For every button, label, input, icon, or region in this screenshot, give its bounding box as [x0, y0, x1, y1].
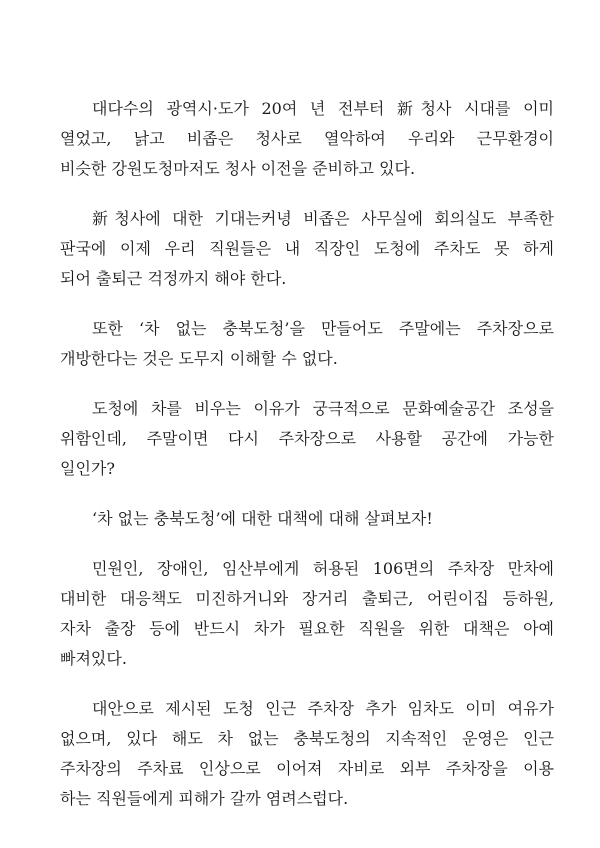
paragraph-line: 대비한 대응책도 미진하거니와 장거리 출퇴근, 어린이집 등하원,	[60, 589, 554, 608]
paragraph-1	[60, 94, 554, 184]
paragraph-4	[60, 394, 554, 484]
paragraph-line: 판국에 이제 우리 직원들은 내 직장인 도청에 주차도 못 하게	[60, 239, 554, 258]
paragraph-line: 자차 출장 등에 반드시 차가 필요한 직원을 위한 대책은 아예	[60, 619, 554, 638]
paragraph-line: 新청사에 대한 기대는커녕 비좁은 사무실에 회의실도 부족한	[92, 209, 554, 228]
paragraph-3	[60, 314, 554, 374]
paragraph-line: 되어 출퇴근 걱정까지 해야 한다.	[60, 269, 287, 288]
paragraph-line: 없으며, 있다 해도 차 없는 충북도청의 지속적인 운영은 인근	[60, 729, 554, 748]
paragraph-line: 빠져있다.	[60, 649, 127, 668]
paragraph-line: 또한 ‘차 없는 충북도청’을 만들어도 주말에는 주차장으로	[92, 319, 554, 338]
paragraph-line: 대안으로 제시된 도청 인근 주차장 추가 임차도 이미 여유가	[92, 699, 554, 718]
paragraph-6	[60, 554, 554, 674]
paragraph-line: 비슷한 강원도청마저도 청사 이전을 준비하고 있다.	[60, 159, 416, 178]
paragraph-line: 하는 직원들에게 피해가 갈까 염려스럽다.	[60, 789, 349, 808]
paragraph-2	[60, 204, 554, 294]
paragraph-line: 개방한다는 것은 도무지 이해할 수 없다.	[60, 349, 338, 368]
paragraph-5	[60, 504, 554, 534]
paragraph-line: 대다수의 광역시·도가 20여 년 전부터 新청사 시대를 이미	[92, 99, 554, 118]
document-body	[60, 94, 554, 834]
paragraph-line: 주차장의 주차료 인상으로 이어져 자비로 외부 주차장을 이용	[60, 759, 554, 778]
paragraph-line: 일인가?	[60, 459, 115, 478]
paragraph-line: 민원인, 장애인, 임산부에게 허용된 106면의 주차장 만차에	[92, 559, 554, 578]
paragraph-7	[60, 694, 554, 814]
paragraph-line: ‘차 없는 충북도청’에 대한 대책에 대해 살펴보자!	[92, 509, 433, 528]
paragraph-line: 도청에 차를 비우는 이유가 궁극적으로 문화예술공간 조성을	[92, 399, 554, 418]
paragraph-line: 위함인데, 주말이면 다시 주차장으로 사용할 공간에 가능한	[60, 429, 554, 448]
paragraph-line: 열었고, 낡고 비좁은 청사로 열악하여 우리와 근무환경이	[60, 129, 554, 148]
